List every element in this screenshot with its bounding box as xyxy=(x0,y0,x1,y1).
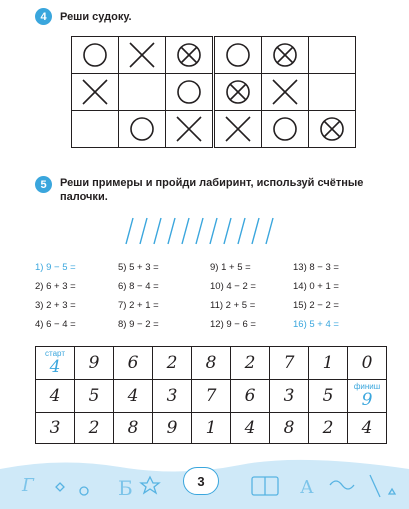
cross-icon xyxy=(81,78,109,106)
counting-stick xyxy=(196,218,203,244)
maze-cell: 2 xyxy=(153,347,192,380)
example-item: 4) 6 − 4 = xyxy=(35,319,76,330)
maze-cell: 3 xyxy=(36,413,75,444)
maze-cell: 4 xyxy=(114,380,153,413)
counting-stick xyxy=(126,218,133,244)
maze-cell: 9 xyxy=(153,413,192,444)
cross-icon xyxy=(271,78,299,106)
maze-cell: 1 xyxy=(192,413,231,444)
maze-cell: 8 xyxy=(192,347,231,380)
counting-stick xyxy=(154,218,161,244)
task-instruction: Реши судоку. xyxy=(60,11,132,23)
sudoku-cell xyxy=(166,74,213,111)
example-item: 1) 9 − 5 = xyxy=(35,262,76,273)
example-item: 12) 9 − 6 = xyxy=(210,319,256,330)
page-number: 3 xyxy=(183,467,219,495)
sudoku-cell xyxy=(309,37,356,74)
maze-finish-cell xyxy=(348,380,387,413)
counting-stick xyxy=(224,218,231,244)
sudoku-cell xyxy=(72,111,119,148)
maze-cell: 9 xyxy=(75,347,114,380)
task-instruction xyxy=(60,176,363,204)
circle-icon xyxy=(271,115,299,143)
example-item: 13) 8 − 3 = xyxy=(293,262,339,273)
finish-label: финиш xyxy=(353,382,381,391)
footer-letter-3: А xyxy=(300,477,314,498)
example-item: 11) 2 + 5 = xyxy=(210,300,256,311)
sudoku-cell xyxy=(119,74,166,111)
sudoku-cell xyxy=(309,111,356,148)
footer-letter-2: Б xyxy=(118,476,133,500)
maze-cell: 2 xyxy=(231,347,270,380)
maze-cell: 4 xyxy=(36,380,75,413)
circle-cross-icon xyxy=(224,78,252,106)
sudoku-grid-right xyxy=(214,36,356,148)
sudoku-cell xyxy=(166,37,213,74)
sudoku-cell xyxy=(119,37,166,74)
example-item: 7) 2 + 1 = xyxy=(118,300,159,311)
sudoku-grid-left xyxy=(71,36,213,148)
maze-cell: 5 xyxy=(75,380,114,413)
maze-cell: 2 xyxy=(309,413,348,444)
circle-icon xyxy=(175,78,203,106)
sudoku-cell xyxy=(309,74,356,111)
cross-icon xyxy=(224,115,252,143)
maze-cell: 1 xyxy=(309,347,348,380)
cross-icon xyxy=(128,41,156,69)
maze-cell: 5 xyxy=(309,380,348,413)
sudoku-cell xyxy=(72,74,119,111)
counting-sticks xyxy=(118,216,278,246)
example-item: 15) 2 − 2 = xyxy=(293,300,339,311)
sudoku-cell xyxy=(119,111,166,148)
circle-icon xyxy=(81,41,109,69)
example-item: 14) 0 + 1 = xyxy=(293,281,339,292)
counting-stick xyxy=(140,218,147,244)
example-item: 5) 5 + 3 = xyxy=(118,262,159,273)
cross-icon xyxy=(175,115,203,143)
maze-cell: 0 xyxy=(348,347,387,380)
example-item: 3) 2 + 3 = xyxy=(35,300,76,311)
sudoku-cell xyxy=(262,74,309,111)
sudoku-cell xyxy=(215,37,262,74)
task-instruction-line-1: Реши примеры и пройди лабиринт, используй счётные xyxy=(60,177,364,189)
start-label: старт xyxy=(45,349,65,358)
task-4-header xyxy=(35,8,132,25)
sudoku-cell xyxy=(262,37,309,74)
maze-number: 9 xyxy=(361,390,373,410)
maze-cell: 3 xyxy=(153,380,192,413)
sudoku-cell xyxy=(262,111,309,148)
example-item: 2) 6 + 3 = xyxy=(35,281,76,292)
example-item: 9) 1 + 5 = xyxy=(210,262,251,273)
footer-letter-1: Г xyxy=(22,475,34,496)
example-item: 8) 9 − 2 = xyxy=(118,319,159,330)
sudoku-cell xyxy=(166,111,213,148)
maze-number: 4 xyxy=(49,357,61,377)
maze-cell: 8 xyxy=(270,413,309,444)
example-item: 10) 4 − 2 = xyxy=(210,281,256,292)
circle-cross-icon xyxy=(175,41,203,69)
counting-stick xyxy=(210,218,217,244)
task-number-badge: 4 xyxy=(35,8,52,25)
circle-cross-icon xyxy=(271,41,299,69)
maze-cell: 6 xyxy=(114,347,153,380)
maze-cell: 7 xyxy=(192,380,231,413)
counting-stick xyxy=(266,218,273,244)
circle-cross-icon xyxy=(318,115,346,143)
counting-stick xyxy=(168,218,175,244)
task-instruction-line-2: палочки. xyxy=(60,191,108,203)
maze-cell: 4 xyxy=(348,413,387,444)
counting-stick xyxy=(182,218,189,244)
sudoku-cell xyxy=(72,37,119,74)
maze-cell: 7 xyxy=(270,347,309,380)
example-item: 16) 5 + 4 = xyxy=(293,319,339,330)
maze-cell: 8 xyxy=(114,413,153,444)
task-number-badge: 5 xyxy=(35,176,52,193)
counting-stick xyxy=(238,218,245,244)
sudoku-cell xyxy=(215,111,262,148)
maze-grid xyxy=(35,346,387,444)
counting-stick xyxy=(252,218,259,244)
sudoku-cell xyxy=(215,74,262,111)
maze-cell: 2 xyxy=(75,413,114,444)
task-5-header xyxy=(35,176,363,204)
circle-icon xyxy=(128,115,156,143)
example-item: 6) 8 − 4 = xyxy=(118,281,159,292)
maze-cell: 4 xyxy=(231,413,270,444)
maze-cell: 6 xyxy=(231,380,270,413)
circle-icon xyxy=(224,41,252,69)
maze-start-cell xyxy=(36,347,75,380)
maze-cell: 3 xyxy=(270,380,309,413)
